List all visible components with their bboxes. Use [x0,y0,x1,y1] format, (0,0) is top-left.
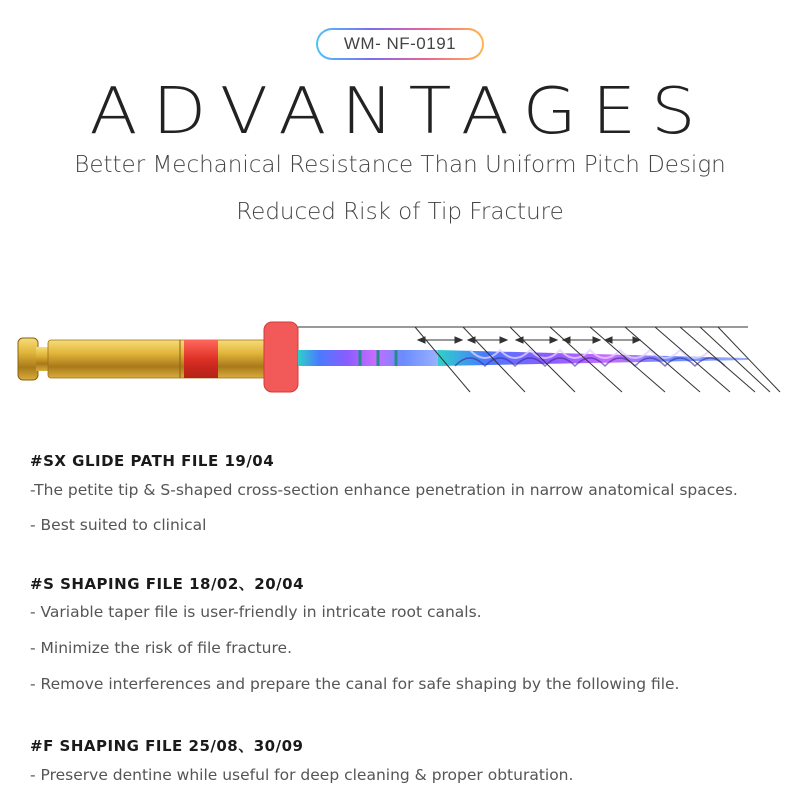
subtitle-1: Better Mechanical Resistance Than Uniform Pitch Design [74,152,726,178]
s-line-1: - Variable taper file is user-friendly in intricate root canals. [30,603,482,621]
section-title-f: #F SHAPING FILE 25/08、30/09 [30,737,304,755]
s-line-3: - Remove interferences and prepare the canal for safe shaping by the following file. [30,675,680,693]
sx-line-2: - Best suited to clinical [30,516,207,534]
shaft [298,350,438,366]
subtitle-2: Reduced Risk of Tip Fracture [236,199,564,225]
handle-body [48,340,268,378]
rubber-stop [264,322,298,392]
model-number: WM- NF-0191 [318,30,482,58]
sx-line-1: -The petite tip & S-shaped cross-section enhance penetration in narrow anatomical spaces. [30,481,738,499]
section-title-sx: #SX GLIDE PATH FILE 19/04 [30,452,275,470]
page-title: ADVANTAGES [89,73,711,149]
endodontic-file-icon [0,300,800,410]
handle-red-band [184,340,218,378]
f-line-1: - Preserve dentine while useful for deep cleaning & proper obturation. [30,766,574,784]
handle-knob [18,338,38,380]
model-badge [316,28,484,60]
s-line-2: - Minimize the risk of file fracture. [30,639,293,657]
section-title-s: #S SHAPING FILE 18/02、20/04 [30,575,305,593]
